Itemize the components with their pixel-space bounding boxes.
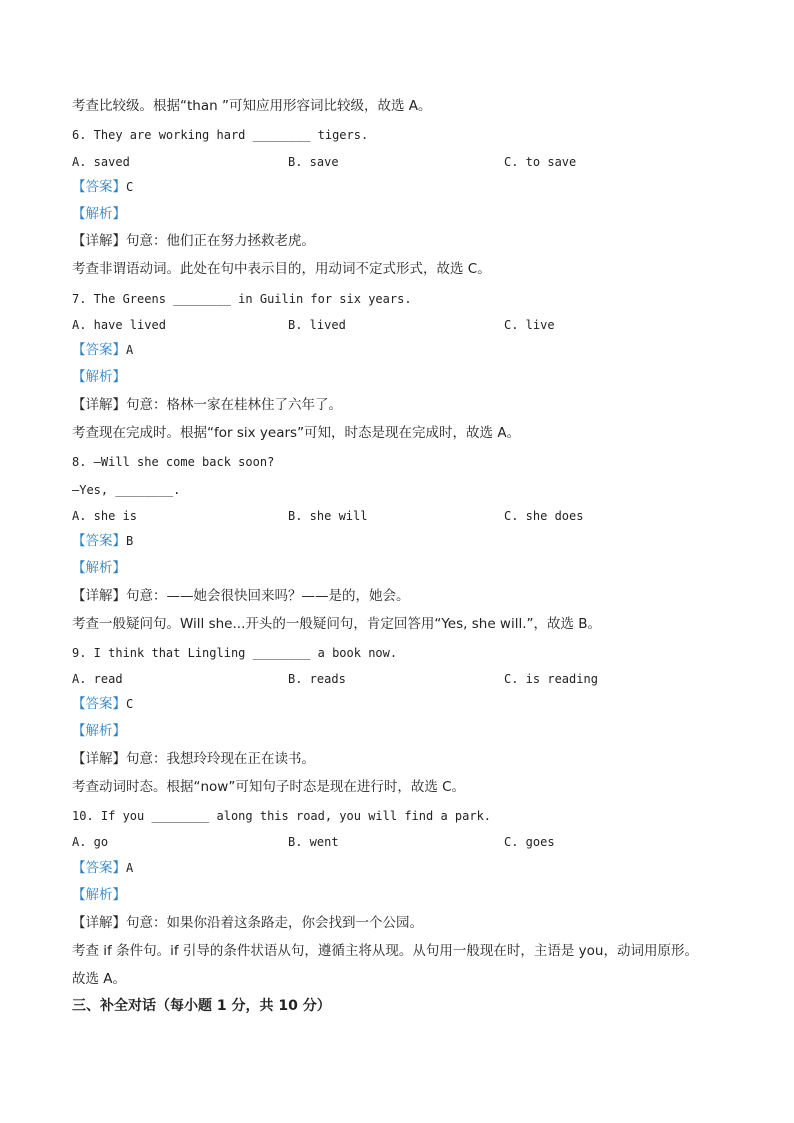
q8-option-c: C. she does bbox=[504, 509, 584, 523]
detail-tag: 【详解】 bbox=[72, 397, 126, 413]
q7-analysis: 考查现在完成时。根据“for six years”可知，时态是现在完成时，故选 A。 bbox=[72, 425, 521, 441]
answer-tag: 【答案】 bbox=[72, 696, 126, 712]
answer-value: C bbox=[126, 697, 134, 711]
q9-option-a: A. read bbox=[72, 672, 123, 686]
q6-detail bbox=[72, 233, 315, 249]
q8-option-b: B. she will bbox=[288, 509, 368, 523]
q9-option-c: C. is reading bbox=[504, 672, 598, 686]
answer-tag: 【答案】 bbox=[72, 179, 126, 195]
q8-answer bbox=[72, 533, 133, 550]
q8-detail bbox=[72, 588, 410, 604]
detail-tag: 【详解】 bbox=[72, 588, 126, 604]
answer-value: A bbox=[126, 343, 134, 357]
q7-stem: 7. The Greens ________ in Guilin for six years. bbox=[72, 292, 412, 306]
answer-tag: 【答案】 bbox=[72, 533, 126, 549]
detail-text: 句意：我想玲玲现在正在读书。 bbox=[126, 751, 315, 767]
q10-detail bbox=[72, 915, 423, 931]
q8-stem-2: —Yes, ________. bbox=[72, 483, 181, 497]
q10-option-b: B. went bbox=[288, 835, 339, 849]
detail-tag: 【详解】 bbox=[72, 751, 126, 767]
answer-value: A bbox=[126, 861, 134, 875]
q10-option-a: A. go bbox=[72, 835, 109, 849]
q5-analysis: 考查比较级。根据“than ”可知应用形容词比较级，故选 A。 bbox=[72, 98, 432, 114]
q10-analysis: 考查 if 条件句。if 引导的条件状语从句，遵循主将从现。从句用一般现在时，主语是 you，动词用原形。 bbox=[72, 943, 698, 959]
q7-option-a: A. have lived bbox=[72, 318, 166, 332]
q9-analysis-tag: 【解析】 bbox=[72, 723, 126, 739]
q6-option-c: C. to save bbox=[504, 155, 577, 169]
q10-stem: 10. If you ________ along this road, you will find a park. bbox=[72, 809, 492, 823]
q10-analysis-tag: 【解析】 bbox=[72, 887, 126, 903]
q6-answer bbox=[72, 179, 133, 196]
detail-text: 句意：如果你沿着这条路走，你会找到一个公园。 bbox=[126, 915, 423, 931]
q6-option-b: B. save bbox=[288, 155, 339, 169]
q6-stem: 6. They are working hard ________ tigers. bbox=[72, 128, 369, 142]
answer-tag: 【答案】 bbox=[72, 860, 126, 876]
q8-analysis: 考查一般疑问句。Will she...开头的一般疑问句，肯定回答用“Yes, she will.”，故选 B。 bbox=[72, 616, 602, 632]
detail-tag: 【详解】 bbox=[72, 915, 126, 931]
answer-tag: 【答案】 bbox=[72, 342, 126, 358]
q10-option-c: C. goes bbox=[504, 835, 555, 849]
detail-text: 句意：——她会很快回来吗？——是的，她会。 bbox=[126, 588, 410, 604]
q6-analysis-tag: 【解析】 bbox=[72, 206, 126, 222]
q8-stem: 8. —Will she come back soon? bbox=[72, 455, 275, 469]
detail-tag: 【详解】 bbox=[72, 233, 126, 249]
q10-analysis-2: 故选 A。 bbox=[72, 971, 127, 987]
q9-option-b: B. reads bbox=[288, 672, 346, 686]
q9-stem: 9. I think that Lingling ________ a book now. bbox=[72, 646, 398, 660]
q9-analysis: 考查动词时态。根据“now”可知句子时态是现在进行时，故选 C。 bbox=[72, 779, 466, 795]
detail-text: 句意：他们正在努力拯救老虎。 bbox=[126, 233, 315, 249]
answer-value: B bbox=[126, 534, 134, 548]
q8-option-a: A. she is bbox=[72, 509, 138, 523]
q7-option-b: B. lived bbox=[288, 318, 346, 332]
q7-option-c: C. live bbox=[504, 318, 555, 332]
detail-text: 句意：格林一家在桂林住了六年了。 bbox=[126, 397, 342, 413]
q10-answer bbox=[72, 860, 133, 877]
q6-option-a: A. saved bbox=[72, 155, 130, 169]
q7-detail bbox=[72, 397, 342, 413]
q7-analysis-tag: 【解析】 bbox=[72, 369, 126, 385]
q9-answer bbox=[72, 696, 133, 713]
answer-value: C bbox=[126, 180, 134, 194]
q8-analysis-tag: 【解析】 bbox=[72, 560, 126, 576]
q9-detail bbox=[72, 751, 315, 767]
q7-answer bbox=[72, 342, 133, 359]
section-heading: 三、补全对话（每小题 1 分，共 10 分） bbox=[72, 998, 331, 1014]
q6-analysis: 考查非谓语动词。此处在句中表示目的，用动词不定式形式，故选 C。 bbox=[72, 261, 491, 277]
